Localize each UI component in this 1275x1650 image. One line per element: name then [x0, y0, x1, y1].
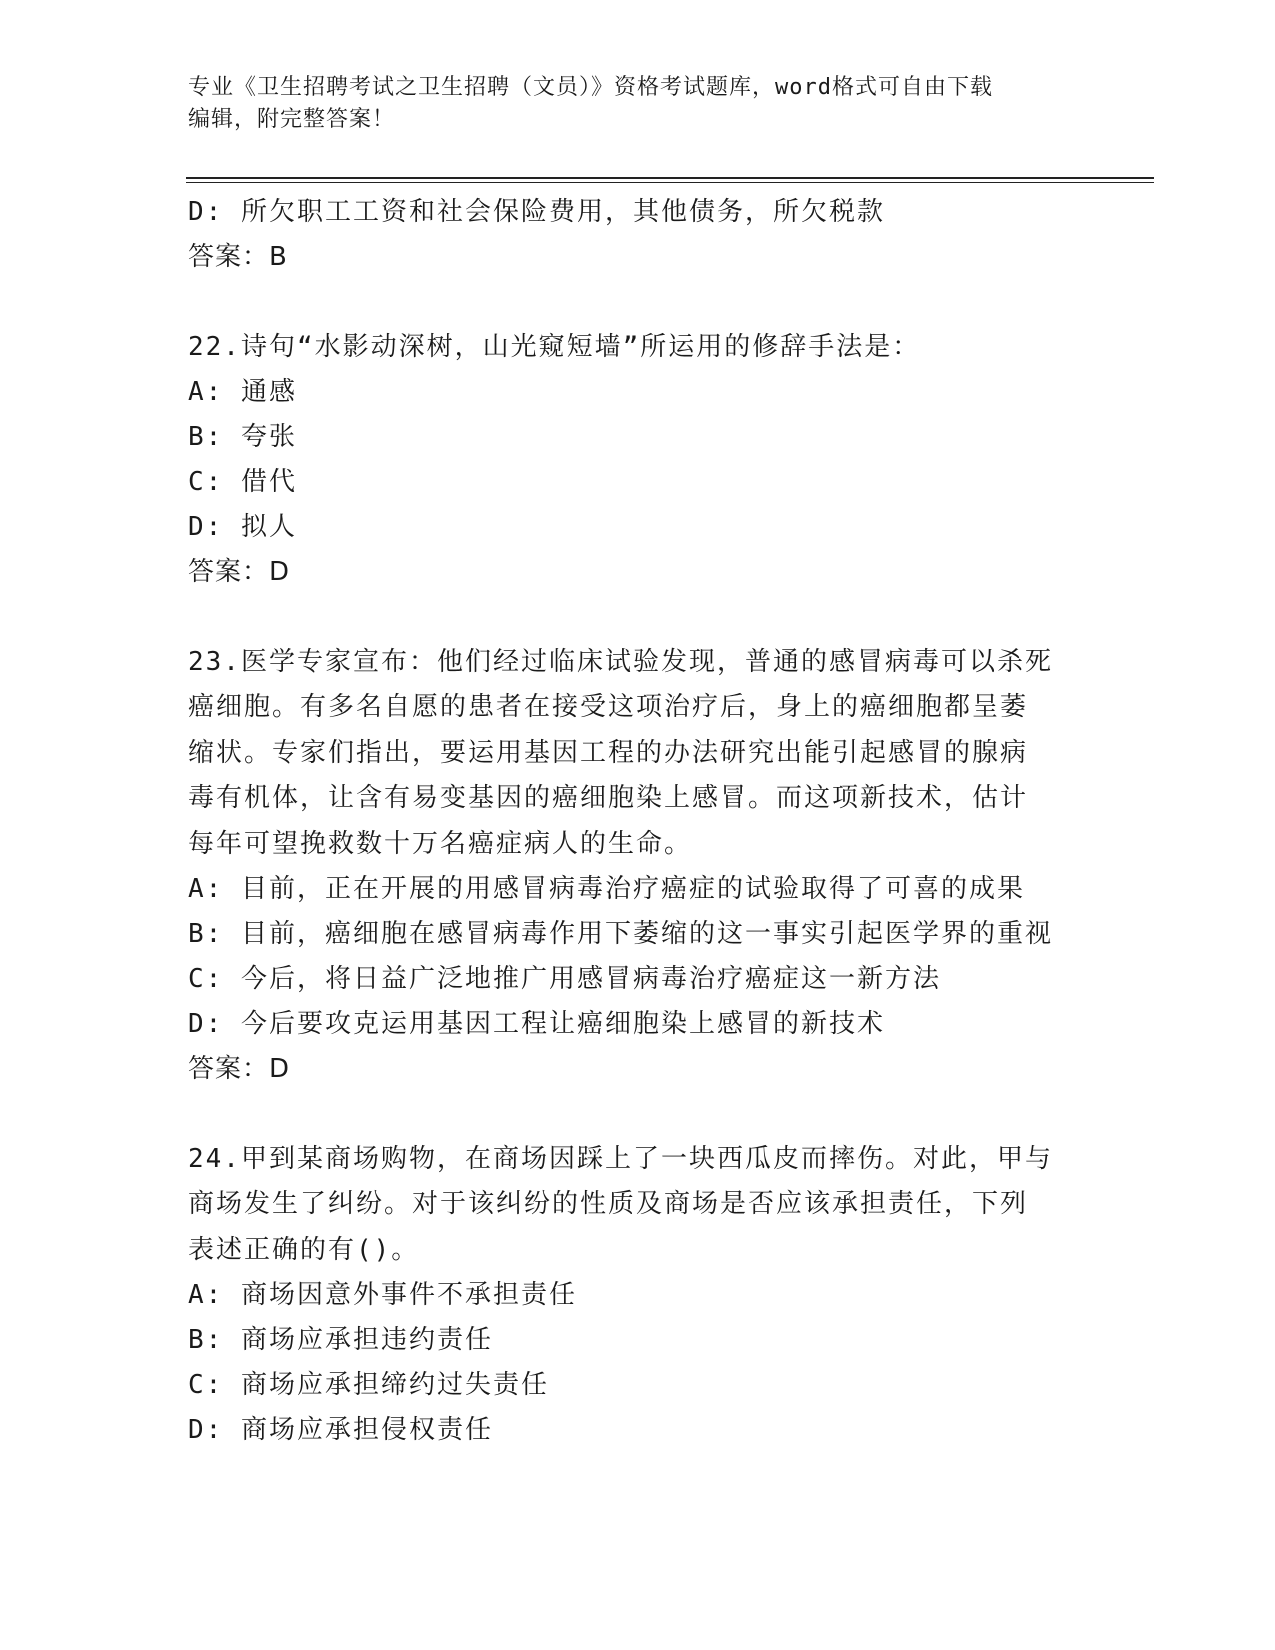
- question-23: [188, 640, 1088, 1092]
- option-c: C: 今后，将日益广泛地推广用感冒病毒治疗癌症这一新方法: [188, 963, 941, 994]
- question-stem-line: 毒有机体，让含有易变基因的癌细胞染上感冒。而这项新技术，估计: [188, 783, 1029, 814]
- question-22: [188, 325, 1088, 595]
- header-line-1: 专业《卫生招聘考试之卫生招聘（文员）》资格考试题库，word格式可自由下载: [188, 75, 993, 100]
- option-d: D: 拟人: [188, 512, 297, 542]
- answer-label: 答案：B: [188, 242, 288, 272]
- option-a: A: 商场因意外事件不承担责任: [188, 1280, 577, 1311]
- header-line-2: 编辑，附完整答案！: [188, 107, 396, 132]
- question-stem-line: 24.甲到某商场购物，在商场因踩上了一块西瓜皮而摔伤。对此，甲与: [188, 1143, 1053, 1174]
- option-d: D: 商场应承担侵权责任: [188, 1415, 493, 1446]
- answer-label: 答案：D: [188, 1053, 291, 1084]
- question-stem-line: 23.医学专家宣布：他们经过临床试验发现，普通的感冒病毒可以杀死: [188, 647, 1053, 677]
- question-stem-line: 商场发生了纠纷。对于该纠纷的性质及商场是否应该承担责任，下列: [188, 1189, 1029, 1220]
- document-header: [188, 72, 1088, 136]
- option-a: A: 通感: [188, 377, 297, 407]
- option-b: B: 目前，癌细胞在感冒病毒作用下萎缩的这一事实引起医学界的重视: [188, 918, 1053, 949]
- question-21-tail: [188, 190, 1088, 280]
- option-c: C: 商场应承担缔约过失责任: [188, 1370, 549, 1401]
- header-rule-thin: [186, 182, 1154, 183]
- question-24: [188, 1137, 1088, 1453]
- question-list: [188, 190, 1088, 1453]
- question-stem-line: 缩状。专家们指出，要运用基因工程的办法研究出能引起感冒的腺病: [188, 737, 1029, 768]
- question-stem-line: 每年可望挽救数十万名癌症病人的生命。: [188, 828, 693, 859]
- option-c: C: 借代: [188, 467, 297, 497]
- answer-label: 答案：D: [188, 557, 291, 587]
- option-d: D: 所欠职工工资和社会保险费用，其他债务，所欠税款: [188, 197, 885, 227]
- question-stem: 22.诗句“水影动深树，山光窥短墙”所运用的修辞手法是：: [188, 332, 921, 362]
- question-stem-line: 表述正确的有()。: [188, 1234, 420, 1265]
- option-b: B: 夸张: [188, 422, 297, 452]
- header-rule-thick: [186, 177, 1154, 179]
- option-b: B: 商场应承担违约责任: [188, 1325, 493, 1356]
- option-d: D: 今后要攻克运用基因工程让癌细胞染上感冒的新技术: [188, 1008, 885, 1039]
- option-a: A: 目前，正在开展的用感冒病毒治疗癌症的试验取得了可喜的成果: [188, 873, 1025, 904]
- question-stem-line: 癌细胞。有多名自愿的患者在接受这项治疗后，身上的癌细胞都呈萎: [188, 692, 1029, 723]
